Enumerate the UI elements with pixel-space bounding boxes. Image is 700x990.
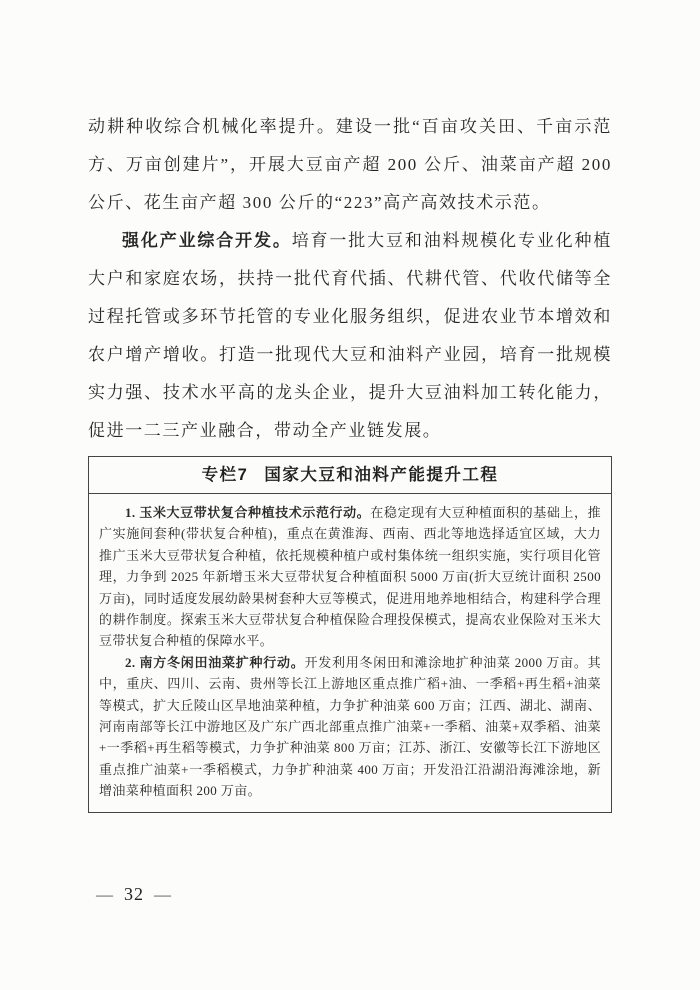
box-body [89,494,611,812]
box-item-1-text: 在稳定现有大豆种植面积的基础上，推广实施间套种(带状复合种植)，重点在黄淮海、西南、西北等地选择适宜区域，大力推广玉米大豆带状复合种植，依托规模种植户或村集体统一组织实施，实行项目化管理，力争到 2025 年新增玉米大豆带状复合种植面积 5000 万亩(折大豆统计面积 2500 万亩)，同时适度发展幼龄果树套种大豆等模式，促进用地养地相结合，构建科学合理的耕作制度。探索玉米大豆带状复合种植保险合理投保模式，提高农业保险对玉米大豆带状复合种植的保障水平。 [99,505,601,649]
paragraph-text: 培育一批大豆和油料规模化专业化种植大户和家庭农场，扶持一批代育代插、代耕代管、代收代储等全过程托管或多环节托管的专业化服务组织，促进农业节本增效和农户增产增收。打造一批现代大豆和油料产业园，培育一批规模实力强、技术水平高的龙头企业，提升大豆油料加工转化能力，促进一二三产业融合，带动全产业链发展。 [88,231,612,440]
page-content [88,108,612,813]
box-label: 专栏7 [201,466,249,484]
paragraph-bold-lead: 强化产业综合开发。 [122,231,292,250]
paragraph-industry-development [88,222,612,450]
page-footer [96,884,172,905]
box-title: 国家大豆和油料产能提升工程 [264,466,499,484]
box-item-1 [99,502,601,652]
footer-dash-right: — [154,885,172,904]
paragraph-text: 动耕种收综合机械化率提升。建设一批“百亩攻关田、千亩示范方、万亩创建片”，开展大豆亩产超 200 公斤、油菜亩产超 200 公斤、花生亩产超 300 公斤的“223”高产高效技术示范。 [88,117,612,212]
page-number: 32 [124,884,144,904]
box-item-2-lead: 2. 南方冬闲田油菜扩种行动。 [125,654,305,670]
box-item-2 [99,652,601,802]
box-item-1-lead: 1. 玉米大豆带状复合种植技术示范行动。 [125,505,371,520]
column-7-box [88,456,612,813]
paragraph-mechanization [88,108,612,222]
box-header [89,457,611,494]
box-item-2-text: 开发利用冬闲田和滩涂地扩种油菜 2000 万亩。其中，重庆、四川、云南、贵州等长江上游地区重点推广稻+油、一季稻+再生稻+油菜等模式，扩大丘陵山区旱地油菜种植，力争扩种油菜 600 万亩；江西、湖北、湖南、河南南部等长江中游地区及广东广西北部重点推广油菜+一季稻、油菜+双季稻、油菜+一季稻+再生稻等模式，力争扩种油菜 800 万亩；江苏、浙江、安徽等长江下游地区重点推广油菜+一季稻模式，力争扩种油菜 400 万亩；开发沿江沿湖沿海滩涂地，新增油菜种植面积 200 万亩。 [99,654,601,799]
footer-dash-left: — [96,885,114,904]
